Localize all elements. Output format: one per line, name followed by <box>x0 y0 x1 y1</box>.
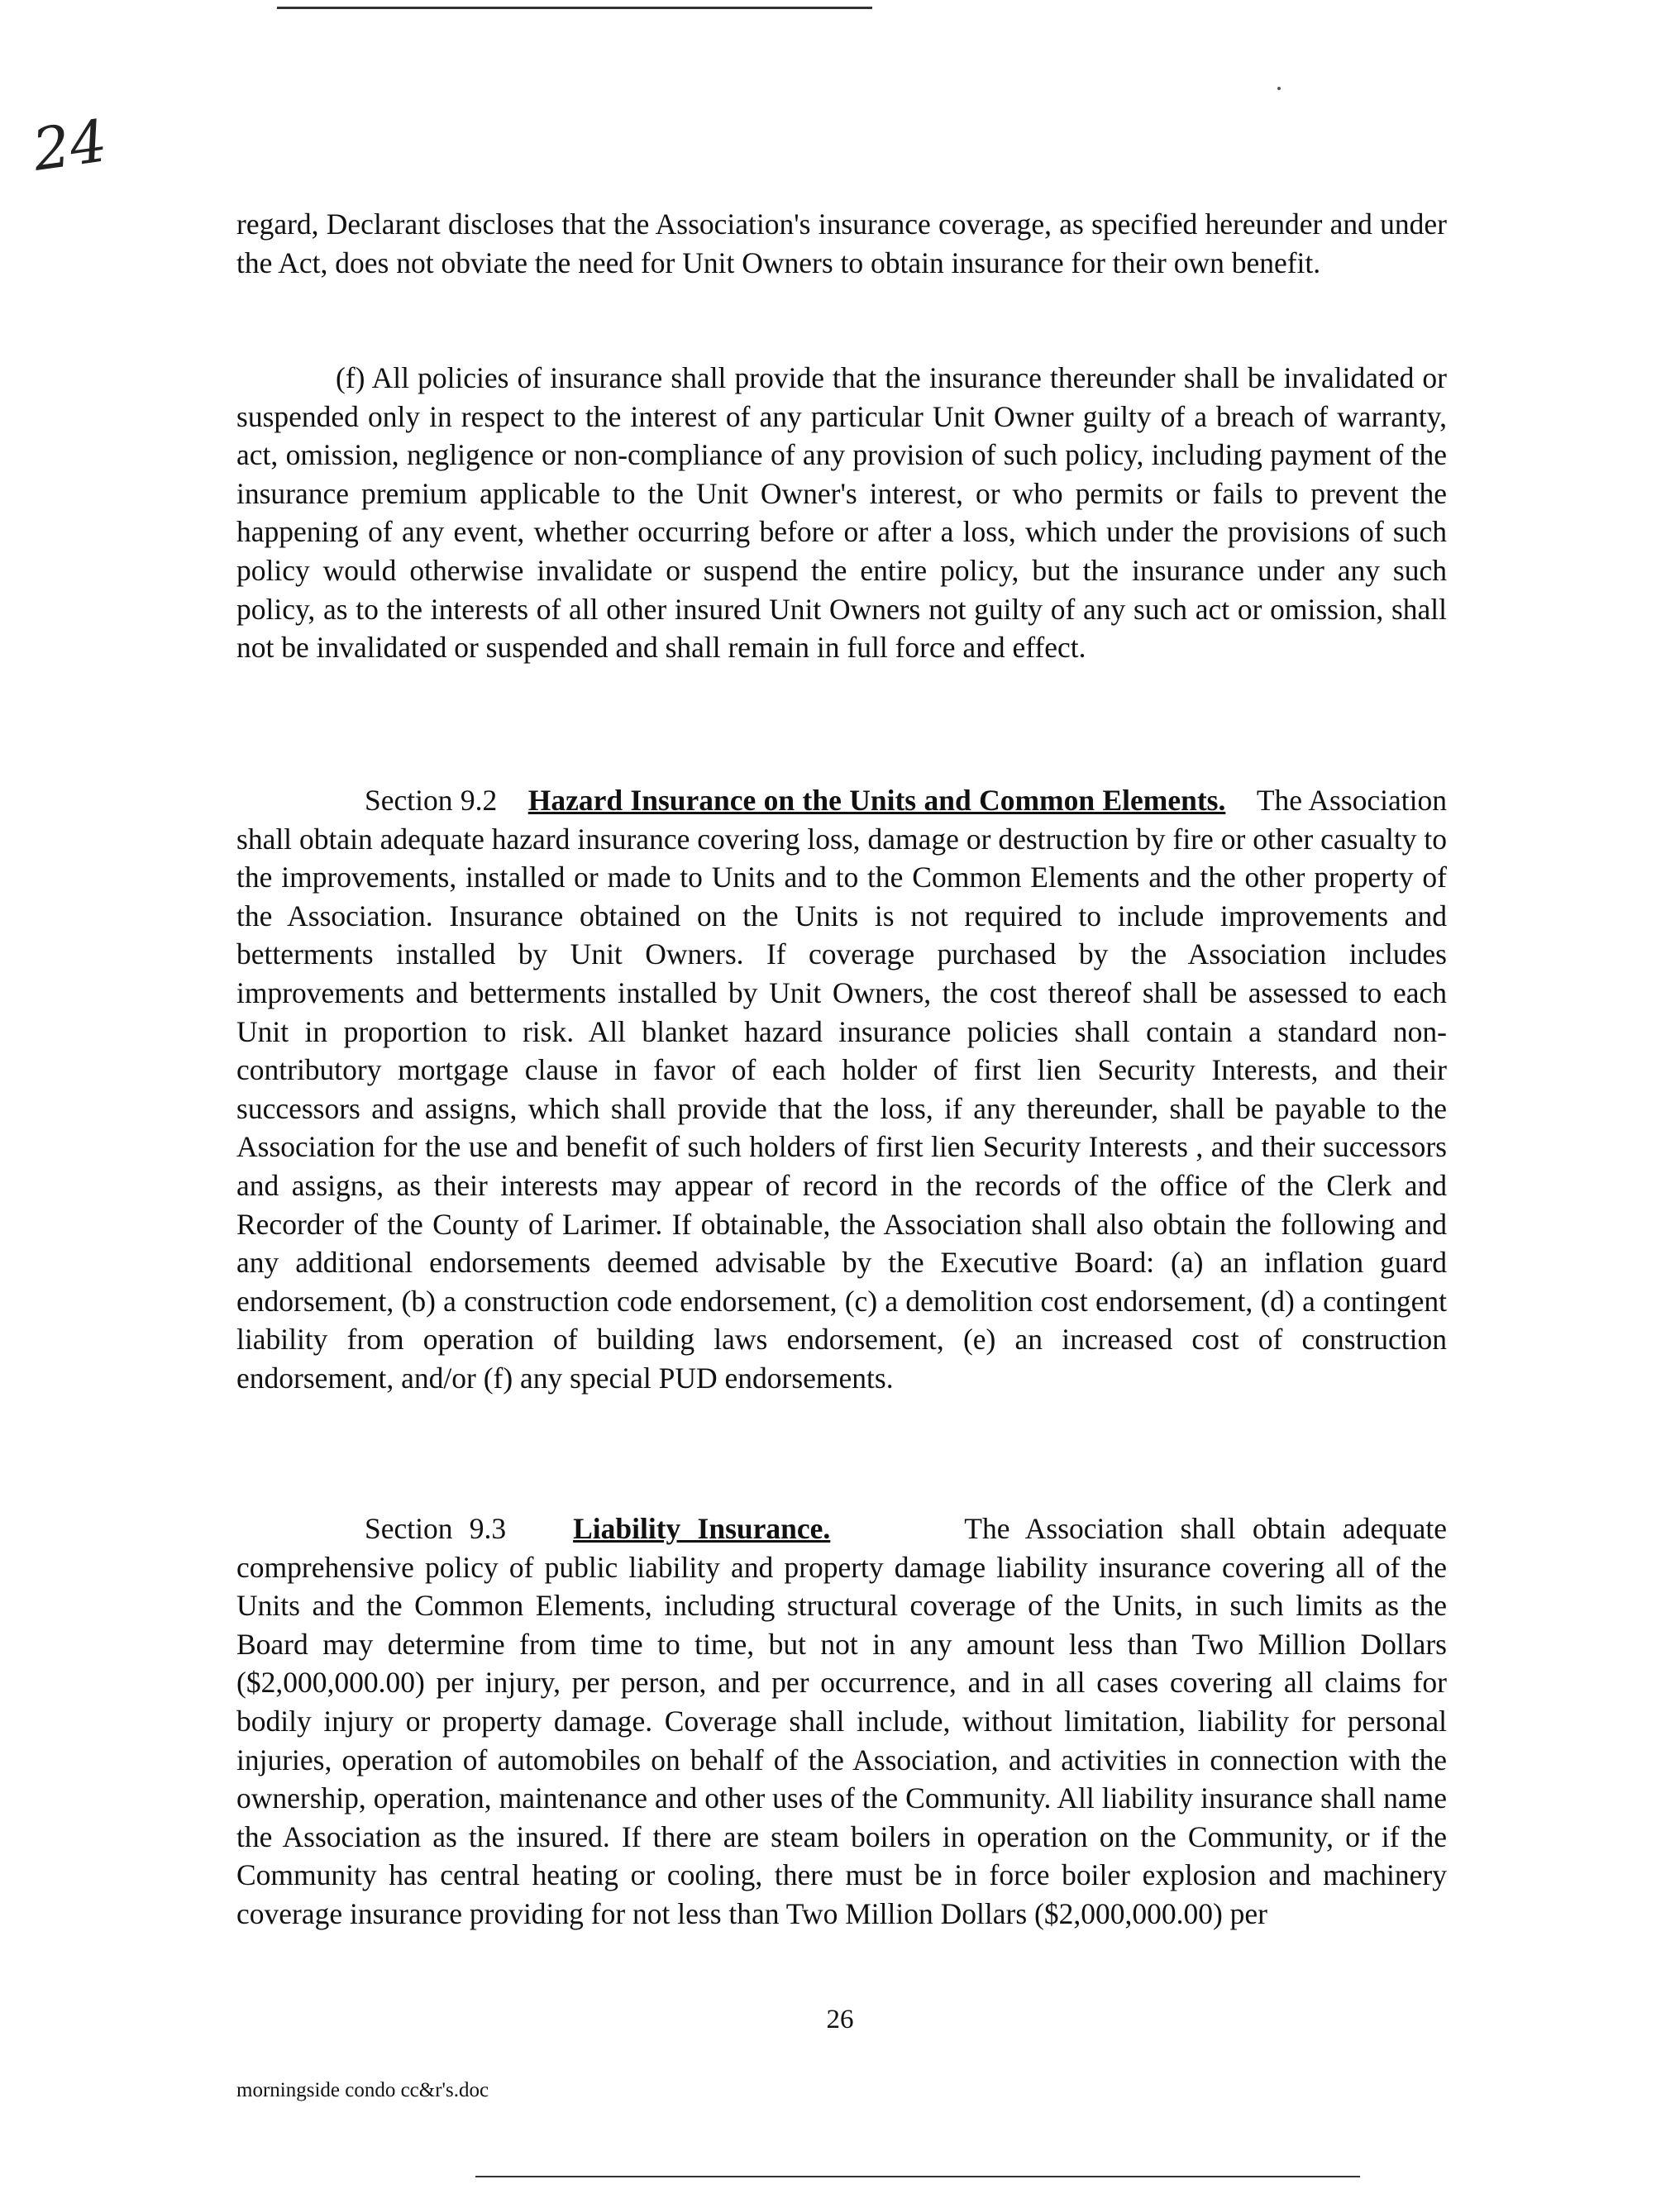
section-title: Hazard Insurance on the Units and Common Elements. <box>527 784 1226 817</box>
section-body: The Association shall obtain adequate comprehensive policy of public liability and property damage liability insurance covering all of the Units and the Common Elements, including structural coverage of the Units, in such limits as the Board may determine from time to time, but not in any amount less than Two Million Dollars ($2,000,000.00) per injury, per person, and per occurrence, and in all cases covering all claims for bodily injury or property damage. Coverage shall include, without limitation, liability for personal injuries, operation of automobiles on behalf of the Association, and activities in connection with the ownership, operation, maintenance and other uses of the Community. All liability insurance shall name the Association as the insured. If there are steam boilers in operation on the Community, or if the Community has central heating or cooling, there must be in force boiler explosion and machinery coverage insurance providing for not less than Two Million Dollars ($2,000,000.00) per <box>236 1512 1448 1930</box>
paragraph-text: regard, Declarant discloses that the Association's insurance coverage, as specified hereunder and under the Act, does not obviate the need for Unit Owners to obtain insurance for their own benefit. <box>236 207 1447 279</box>
footer-filename: morningside condo cc&r's.doc <box>236 2079 489 2101</box>
section-9-3 <box>236 1509 1447 1934</box>
handwritten-margin-note: 24 <box>28 107 112 184</box>
section-9-2 <box>236 781 1447 1398</box>
page-number: 26 <box>826 2005 854 2034</box>
paragraph-continuation <box>236 205 1447 282</box>
section-paragraph <box>236 1509 1447 1934</box>
paragraph-f <box>236 359 1447 667</box>
scan-speck <box>1277 87 1281 90</box>
section-title: Liability Insurance. <box>573 1512 831 1545</box>
bottom-scan-rule <box>475 2176 1360 2177</box>
paragraph-text: (f) All policies of insurance shall provide that the insurance thereunder shall be invalidated or suspended only in respect to the interest of any particular Unit Owner guilty of a breach of warranty, act, omission, negligence or non-compliance of any provision of such policy, including payment of the insurance premium applicable to the Unit Owner's interest, or who permits or fails to prevent the happening of any event, whether occurring before or after a loss, which under the provisions of such policy would otherwise invalidate or suspend the entire policy, but the insurance under any such policy, as to the interests of all other insured Unit Owners not guilty of any such act or omission, shall not be invalidated or suspended and shall remain in full force and effect. <box>236 361 1447 665</box>
section-label: Section 9.3 <box>365 1512 507 1545</box>
top-scan-rule <box>277 7 872 9</box>
section-body: The Association shall obtain adequate hazard insurance covering loss, damage or destruction by fire or other casualty to the improvements, installed or made to Units and to the Common Elements and the other property of the Association. Insurance obtained on the Units is not required to include improvements and betterments installed by Unit Owners. If coverage purchased by the Association includes improvements and betterments installed by Unit Owners, the cost thereof shall be assessed to each Unit in proportion to risk. All blanket hazard insurance policies shall contain a standard non-contributory mortgage clause in favor of each holder of first lien Security Interests, and their successors and assigns, which shall provide that the loss, if any thereunder, shall be payable to the Association for the use and benefit of such holders of first lien Security Interests , and their successors and assigns, as their interests may appear of record in the records of the office of the Clerk and Recorder of the County of Larimer. If obtainable, the Association shall also obtain the following and any additional endorsements deemed advisable by the Executive Board: (a) an inflation guard endorsement, (b) a construction code endorsement, (c) a demolition cost endorsement, (d) a contingent liability from operation of building laws endorsement, (e) an increased cost of construction endorsement, and/or (f) any special PUD endorsements. <box>236 784 1448 1395</box>
section-label: Section 9.2 <box>365 784 498 817</box>
section-paragraph <box>236 781 1447 1398</box>
